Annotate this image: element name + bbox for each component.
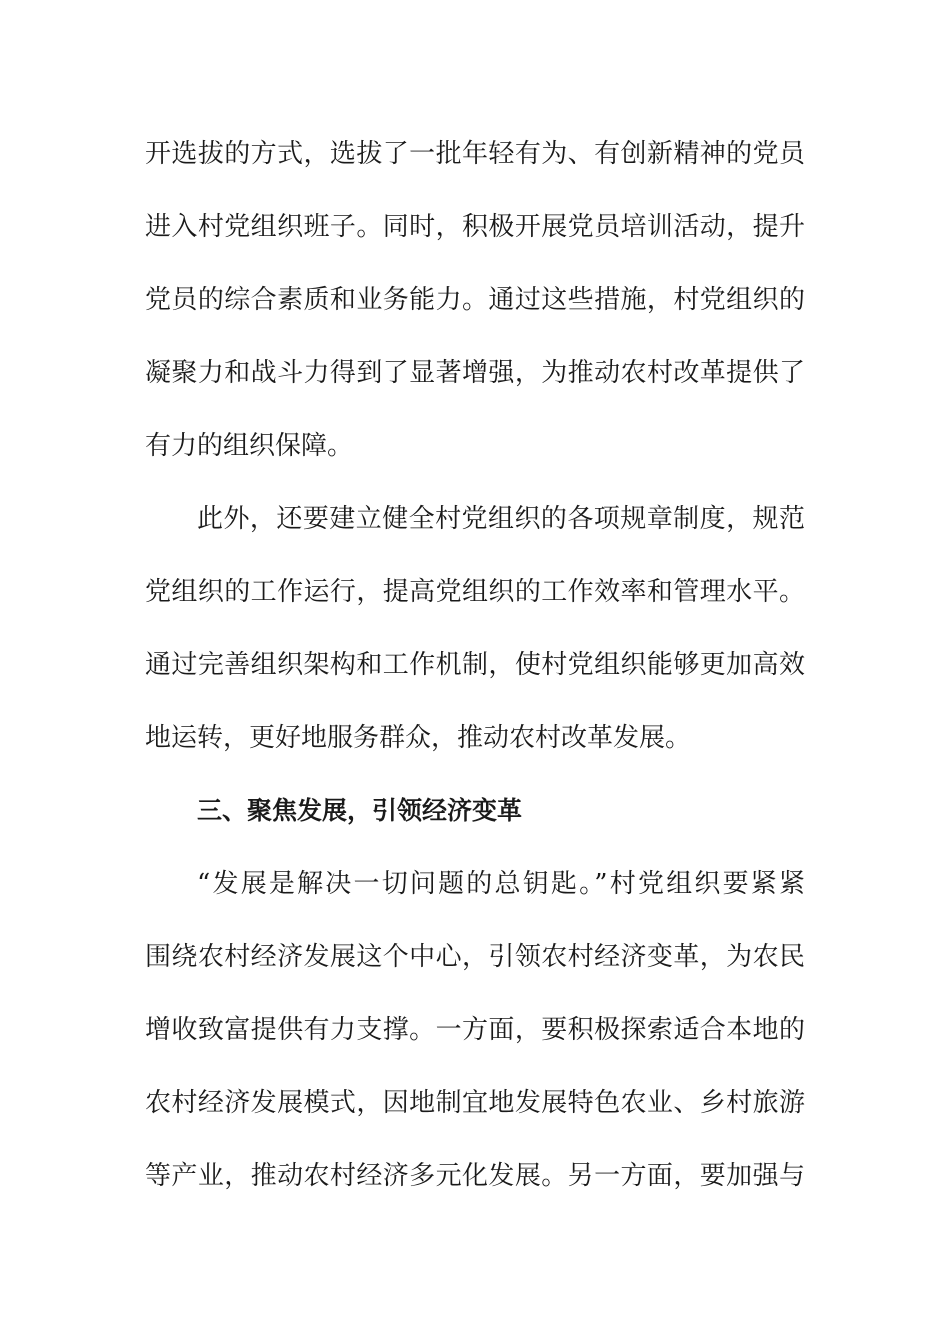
section-heading: 三、聚焦发展，引领经济变革 [197, 796, 523, 825]
body-line: “发展是解决一切问题的总钥匙。”村党组织要紧紧 [197, 869, 805, 899]
body-line: 进入村党组织班子。同时，积极开展党员培训活动，提升 [145, 212, 805, 242]
body-line: 党员的综合素质和业务能力。通过这些措施，村党组织的 [145, 285, 805, 315]
body-line: 农村经济发展模式，因地制宜地发展特色农业、乡村旅游 [145, 1088, 805, 1118]
body-line: 增收致富提供有力支撑。一方面，要积极探索适合本地的 [145, 1015, 805, 1045]
body-line: 地运转，更好地服务群众，推动农村改革发展。 [145, 723, 692, 753]
body-line: 围绕农村经济发展这个中心，引领农村经济变革，为农民 [145, 942, 805, 972]
body-line: 党组织的工作运行，提高党组织的工作效率和管理水平。 [145, 577, 805, 607]
body-line: 凝聚力和战斗力得到了显著增强，为推动农村改革提供了 [145, 358, 805, 388]
body-line: 通过完善组织架构和工作机制，使村党组织能够更加高效 [145, 650, 805, 680]
body-line: 开选拔的方式，选拔了一批年轻有为、有创新精神的党员 [145, 139, 805, 169]
body-line: 等产业，推动农村经济多元化发展。另一方面，要加强与 [145, 1161, 805, 1191]
body-line: 此外，还要建立健全村党组织的各项规章制度，规范 [197, 504, 805, 534]
body-line: 有力的组织保障。 [145, 431, 354, 461]
